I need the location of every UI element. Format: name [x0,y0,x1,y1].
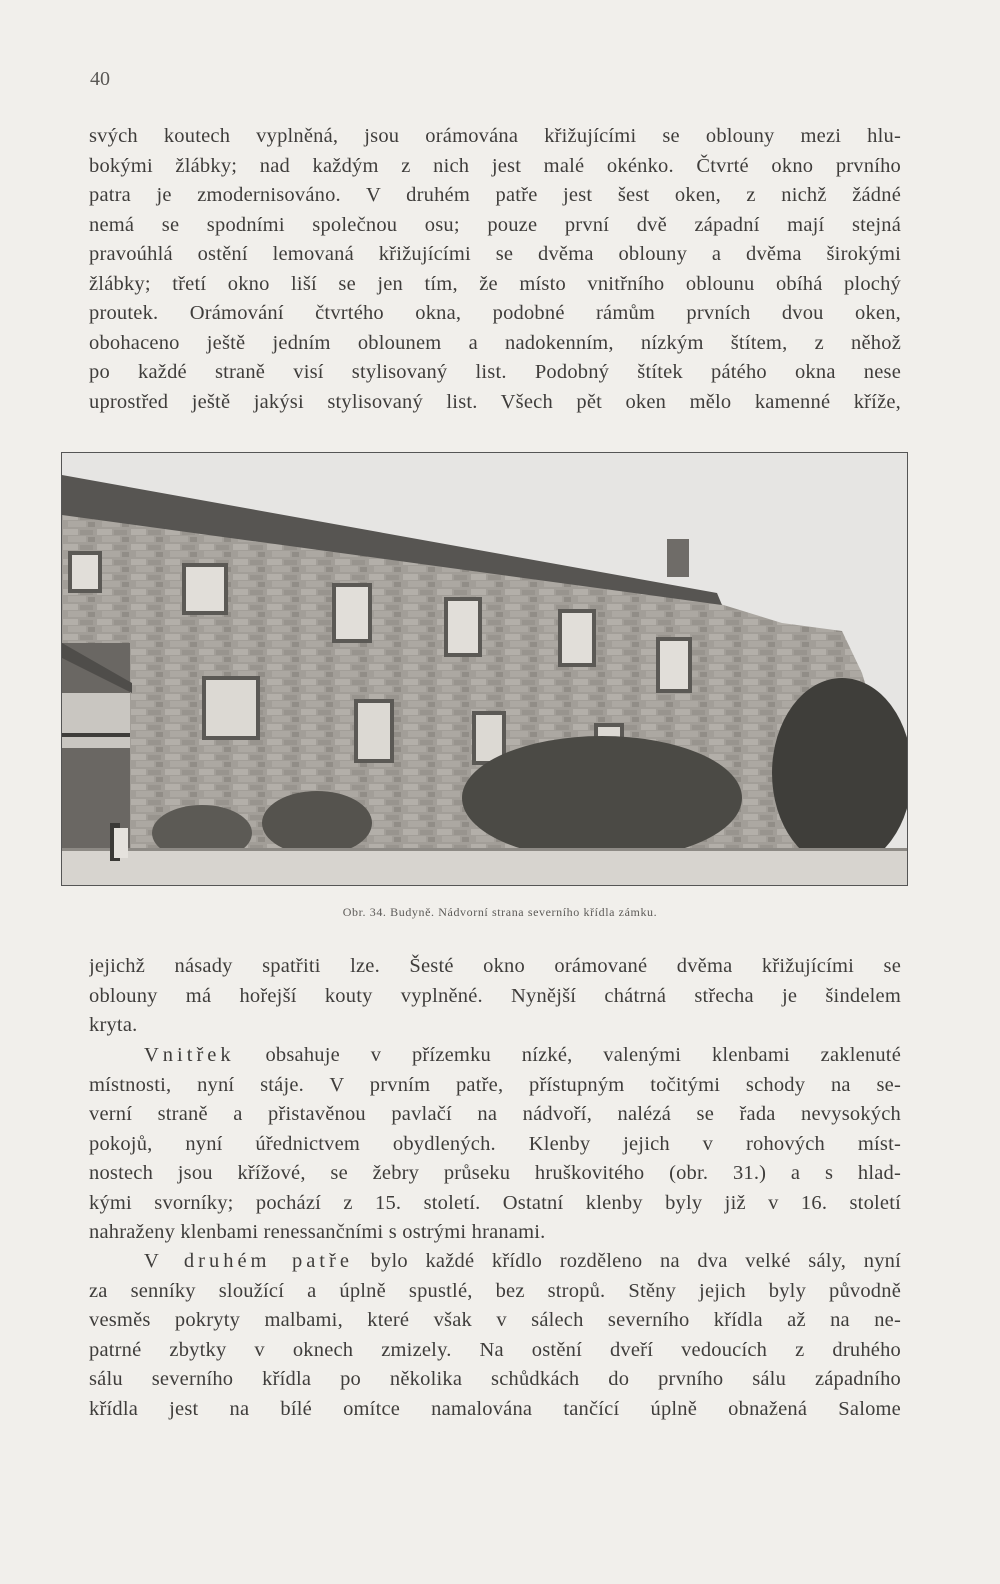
paragraph-1 [89,122,901,417]
text-line: pokojů, nyní úřednictvem obydlených. Klenby jejich v rohových míst- [89,1132,901,1155]
text-line [89,1041,901,1071]
text-line-rest: bylo každé křídlo rozděleno na dva velké sály, nyní [370,1250,901,1272]
page-number: 40 [90,68,110,90]
text-line: kými svorníky; pochází z 15. století. Ostatní klenby byly již v 16. století [89,1191,901,1214]
text-line: místnosti, nyní stáje. V prvním patře, přístupným točitými schody na se- [89,1073,901,1096]
text-line: verní straně a přistavěnou pavlačí na nádvoří, nalézá se řada nevysokých [89,1103,901,1125]
text-line: uprostřed ještě jakýsi stylisovaný list. Všech pět oken mělo kamenné kříže, [89,390,901,413]
text-line: patra je zmodernisováno. V druhém patře jest šest oken, z nichž žádné [89,184,901,206]
castle-photograph [61,452,908,886]
text-line: proutek. Orámování čtvrtého okna, podobné rámům prvních dvou oken, [89,302,901,324]
text-line: nostech jsou křížové, se žebry průseku hruškovitého (obr. 31.) a s hlad- [89,1162,901,1184]
text-line: pravoúhlá ostění lemovaná křižujícími se dvěma oblouny a dvěma širokými [89,243,901,265]
figure-caption: Obr. 34. Budyně. Nádvorní strana severního křídla zámku. [342,905,658,919]
text-line: svých koutech vyplněná, jsou orámována křižujícími se oblouny mezi hlu- [89,125,901,147]
text-line: sálu severního křídla po několika schůdkách do prvního sálu západního [89,1368,901,1390]
text-line: nemá se spodními společnou osu; pouze první dvě západní mají stejná [89,213,901,236]
paragraph-4 [89,1247,901,1424]
spaced-emphasis: Vnitřek [144,1044,235,1066]
text-line: bokými žlábky; nad každým z nich jest malé okénko. Čtvrté okno prvního [89,154,901,177]
text-line: patrné zbytky v oknech zmizely. Na ostění dveří vedoucích z druhého [89,1338,901,1361]
text-line: vesměs pokryty malbami, které však v sálech severního křídla až na ne- [89,1309,901,1331]
text-line: oblouny má hořejší kouty vyplněné. Nynější chátrná střecha je šindelem [89,984,901,1007]
spaced-emphasis: V druhém patře [144,1250,353,1272]
text-line: nahraženy klenbami renessančními s ostrými hranami. [89,1221,546,1243]
text-line-rest: obsahuje v přízemku nízké, valenými klenbami zaklenuté [265,1044,901,1066]
text-line: křídla jest na bílé omítce namalována tančící úplně obnažená Salome [89,1397,901,1420]
text-line: kryta. [89,1014,138,1036]
paragraph-2 [89,952,901,1041]
castle-photo-illustration [62,453,907,885]
text-line: po každé straně visí stylisovaný list. Podobný štítek pátého okna nese [89,361,901,383]
paragraph-3 [89,1041,901,1248]
text-line: jejichž násady spatřiti lze. Šesté okno orámované dvěma křižujícími se [89,955,901,977]
text-line: obohaceno ještě jedním oblounem a nadokenním, nízkým štítem, z něhož [89,331,901,354]
text-line [89,1247,901,1277]
text-line: žlábky; třetí okno liší se jen tím, že místo vnitřního oblounu obíhá plochý [89,272,901,295]
text-line: za senníky sloužící a úplně spustlé, bez stropů. Stěny jejich byly původně [89,1279,901,1302]
